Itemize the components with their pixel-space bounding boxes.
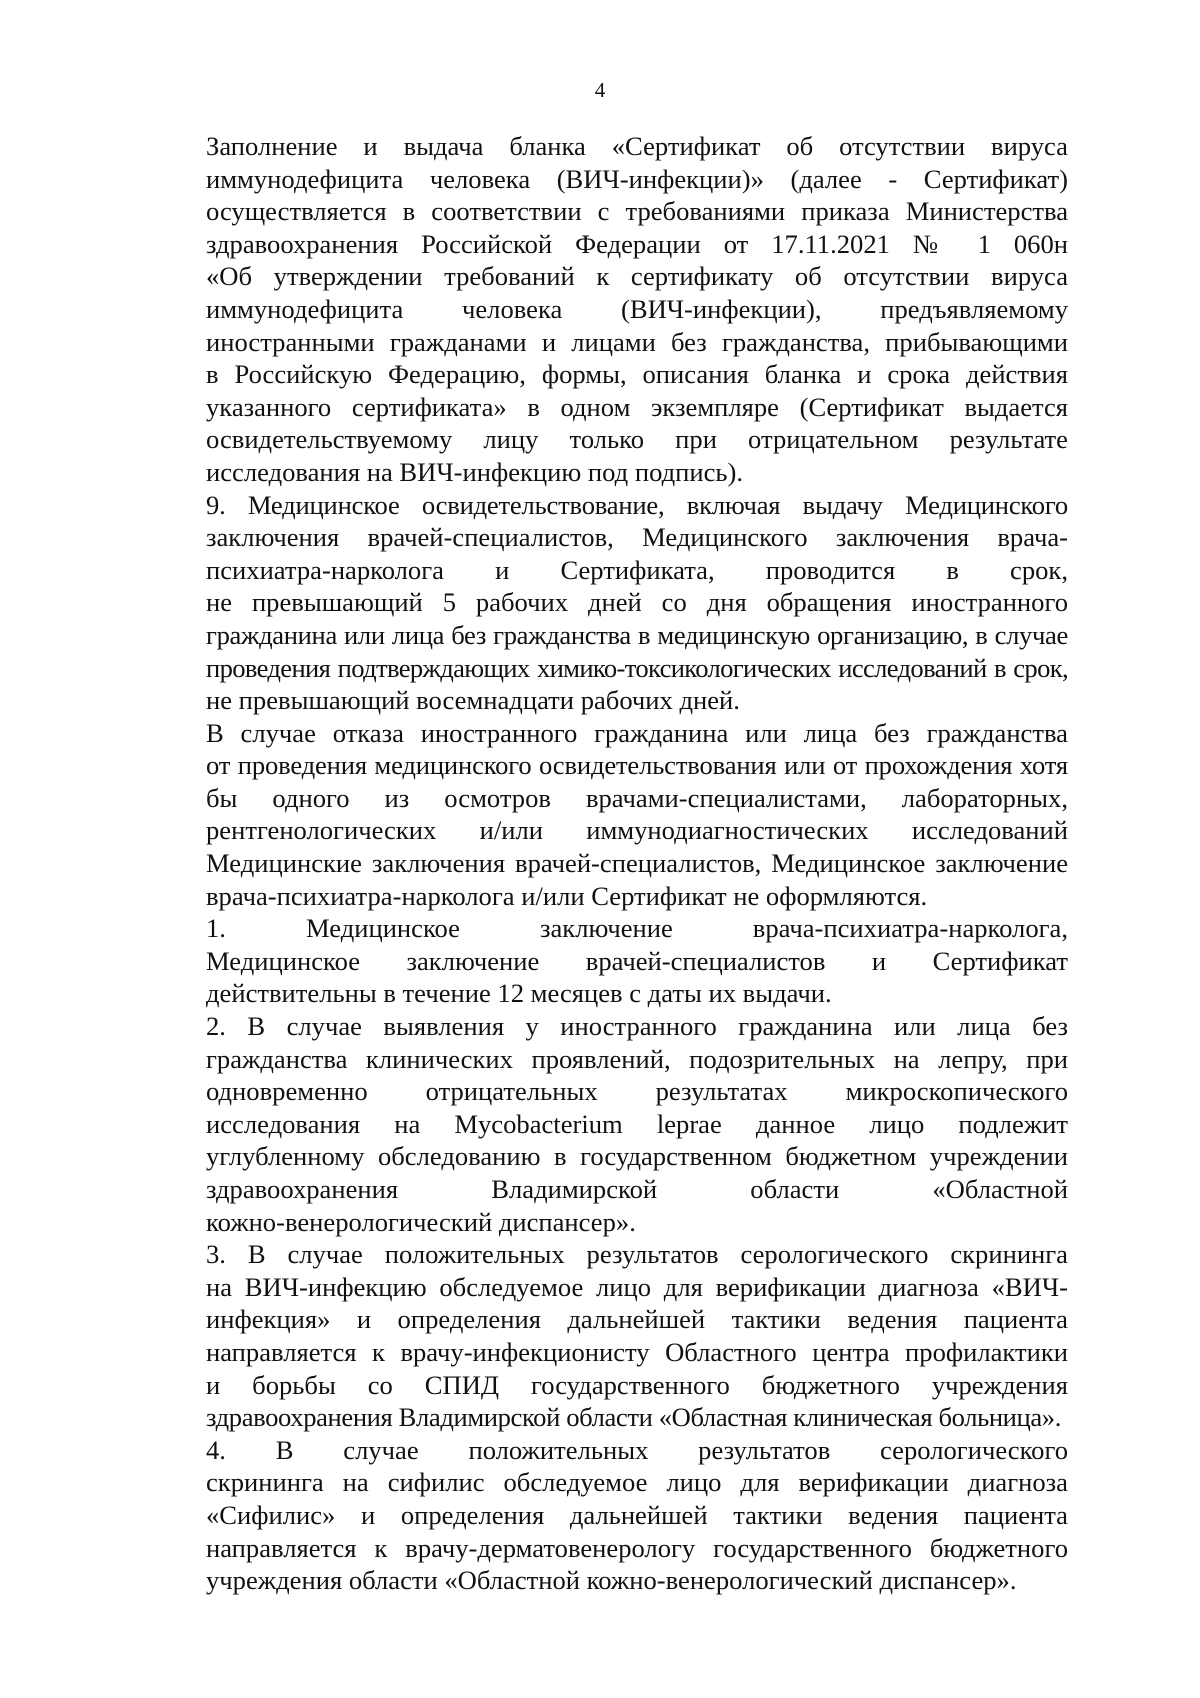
page-number: 4 [594,78,606,102]
document-body [133,130,1068,1597]
text-line: в Российскую Федерацию, формы, описания бланка и срока действия [206,359,1068,390]
text-line: 9. Медицинское освидетельствование, включая выдачу Медицинского [206,489,1068,520]
text-line: не превышающий 5 рабочих дней со дня обращения иностранного [206,587,1068,618]
text-line: бы одного из осмотров врачами-специалистами, лабораторных, [206,782,1068,813]
text-line: 4. В случае положительных результатов серологического [206,1434,1068,1465]
text-line: «Об утверждении требований к сертификату об отсутствии вируса [206,261,1068,292]
text-line: заключения врачей-специалистов, Медицинского заключения врача- [206,522,1068,553]
paragraph [133,489,1068,717]
text-line: Медицинские заключения врачей-специалистов, Медицинское заключение [206,848,1068,879]
text-line: проведения подтверждающих химико-токсикологических исследований в срок, [206,652,1068,683]
text-line: инфекция» и определения дальнейшей тактики ведения пациента [206,1304,1068,1335]
text-line: 3. В случае положительных результатов серологического скрининга [206,1239,1068,1270]
text-line: кожно-венерологический диспансер». [206,1206,636,1237]
text-line: исследования на ВИЧ-инфекцию под подпись). [206,456,744,487]
text-line: 2. В случае выявления у иностранного гражданина или лица без [206,1011,1068,1042]
text-line: и борьбы со СПИД государственного бюджетного учреждения [206,1369,1068,1400]
paragraph [133,1238,1068,1434]
text-line: освидетельствуемому лицу только при отрицательном результате [206,424,1068,455]
text-line: указанного сертификата» в одном экземпляре (Сертификат выдается [206,391,1068,422]
text-line: иммунодефицита человека (ВИЧ-инфекции), предъявляемому [206,293,1068,324]
text-line: рентгенологических и/или иммунодиагностических исследований [206,815,1068,846]
text-line: гражданства клинических проявлений, подозрительных на лепру, при [206,1043,1068,1074]
paragraph [133,1010,1068,1238]
text-line: гражданина или лица без гражданства в медицинскую организацию, в случае [206,619,1068,650]
text-line: исследования на Mycobacterium leprae данное лицо подлежит [206,1108,1068,1139]
text-line: Медицинское заключение врачей-специалистов и Сертификат [206,945,1068,976]
paragraph [133,717,1068,913]
text-line: не превышающий восемнадцати рабочих дней. [206,685,740,716]
text-line: В случае отказа иностранного гражданина или лица без гражданства [206,717,1068,748]
text-line: от проведения медицинского освидетельствования или от прохождения хотя [206,750,1068,781]
paragraph [133,1434,1068,1597]
text-line: Заполнение и выдача бланка «Сертификат об отсутствии вируса [206,131,1068,161]
text-line: врача-психиатра-нарколога и/или Сертификат не оформляются. [206,880,928,911]
text-line: осуществляется в соответствии с требованиями приказа Министерства [206,196,1068,227]
text-line: 1. Медицинское заключение врача-психиатра-нарколога, [206,913,1068,944]
text-line: здравоохранения Владимирской области «Областная клиническая больница». [206,1402,1061,1433]
text-line: на ВИЧ-инфекцию обследуемое лицо для верификации диагноза «ВИЧ- [206,1271,1068,1302]
text-line: действительны в течение 12 месяцев с даты их выдачи. [206,978,832,1009]
text-line: направляется к врачу-дерматовенерологу государственного бюджетного [206,1532,1068,1563]
paragraph [133,912,1068,1010]
text-line: углубленному обследованию в государственном бюджетном учреждении [206,1141,1068,1172]
text-line: направляется к врачу-инфекционисту Областного центра профилактики [206,1336,1068,1367]
paragraph [133,130,1068,489]
text-line: «Сифилис» и определения дальнейшей тактики ведения пациента [206,1499,1068,1530]
text-line: здравоохранения Владимирской области «Областной [206,1174,1068,1204]
text-line: психиатра-нарколога и Сертификата, проводится в срок, [206,554,1068,585]
text-line: здравоохранения Российской Федерации от 17.11.2021 № 1 060н [206,228,1068,259]
text-line: одновременно отрицательных результатах микроскопического [206,1076,1068,1107]
text-line: иммунодефицита человека (ВИЧ-инфекции)» (далее - Сертификат) [206,163,1068,194]
text-line: учреждения области «Областной кожно-венерологический диспансер». [206,1565,1017,1596]
text-line: скрининга на сифилис обследуемое лицо для верификации диагноза [206,1467,1068,1498]
text-line: иностранными гражданами и лицами без гражданства, прибывающими [206,326,1068,357]
